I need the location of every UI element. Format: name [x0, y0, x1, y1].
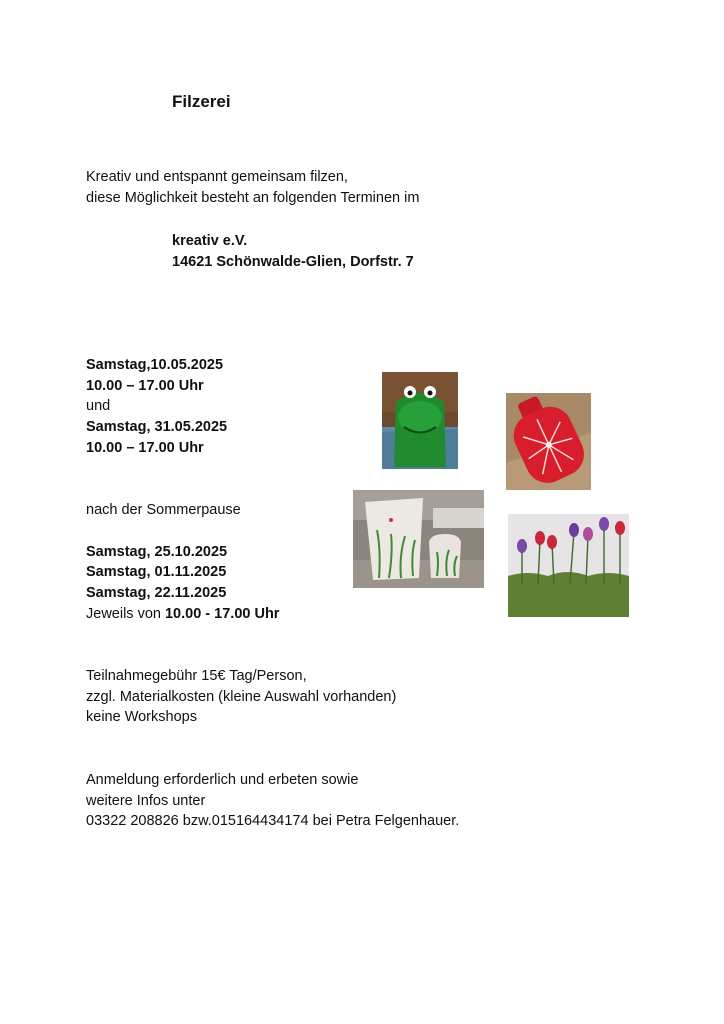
intro-line: Kreativ und entspannt gemeinsam filzen, [86, 169, 348, 185]
felt-flowers-photo [508, 514, 629, 617]
date-item: Samstag, 01.11.2025 [86, 564, 227, 581]
date-item: Samstag, 25.10.2025 [86, 543, 228, 560]
connector-text: und [86, 398, 111, 415]
hours-prefix: Jeweils von [86, 605, 165, 622]
contact-line: Anmeldung erforderlich und erbeten sowie [86, 772, 359, 788]
fee-line: zzgl. Materialkosten (kleine Auswahl vorhanden) [86, 688, 397, 705]
felt-bottle-photo [506, 393, 591, 490]
summer-break-text: nach der Sommerpause [86, 502, 241, 518]
venue-address: 14621 Schönwalde-Glien, Dorfstr. 7 [172, 253, 414, 270]
venue-block [172, 231, 414, 272]
hours-value: 10.00 - 17.00 Uhr [164, 605, 280, 622]
dates-spring [86, 355, 227, 459]
date-item: Samstag,10.05.2025 [86, 357, 224, 373]
dates-autumn [86, 500, 279, 625]
hours-line [86, 604, 279, 625]
felt-vases-photo [353, 490, 484, 588]
date-item: Samstag, 31.05.2025 [86, 419, 228, 436]
fee-line: keine Workshops [86, 709, 197, 726]
fee-line: Teilnahmegebühr 15€ Tag/Person, [86, 668, 307, 684]
venue-name: kreativ e.V. [172, 233, 248, 249]
fees-block [86, 666, 396, 728]
contact-line: weitere Infos unter [86, 792, 206, 809]
date-item: Samstag, 22.11.2025 [86, 585, 227, 602]
intro-text [86, 167, 419, 208]
felt-frog-photo [382, 372, 458, 469]
contact-block [86, 770, 459, 832]
time-item: 10.00 – 17.00 Uhr [86, 439, 204, 456]
contact-phone: 03322 208826 bzw.015164434174 bei Petra Felgenhauer. [86, 813, 460, 830]
time-item: 10.00 – 17.00 Uhr [86, 377, 204, 394]
page-title: Filzerei [172, 92, 231, 111]
intro-line: diese Möglichkeit besteht an folgenden Terminen im [86, 189, 420, 206]
